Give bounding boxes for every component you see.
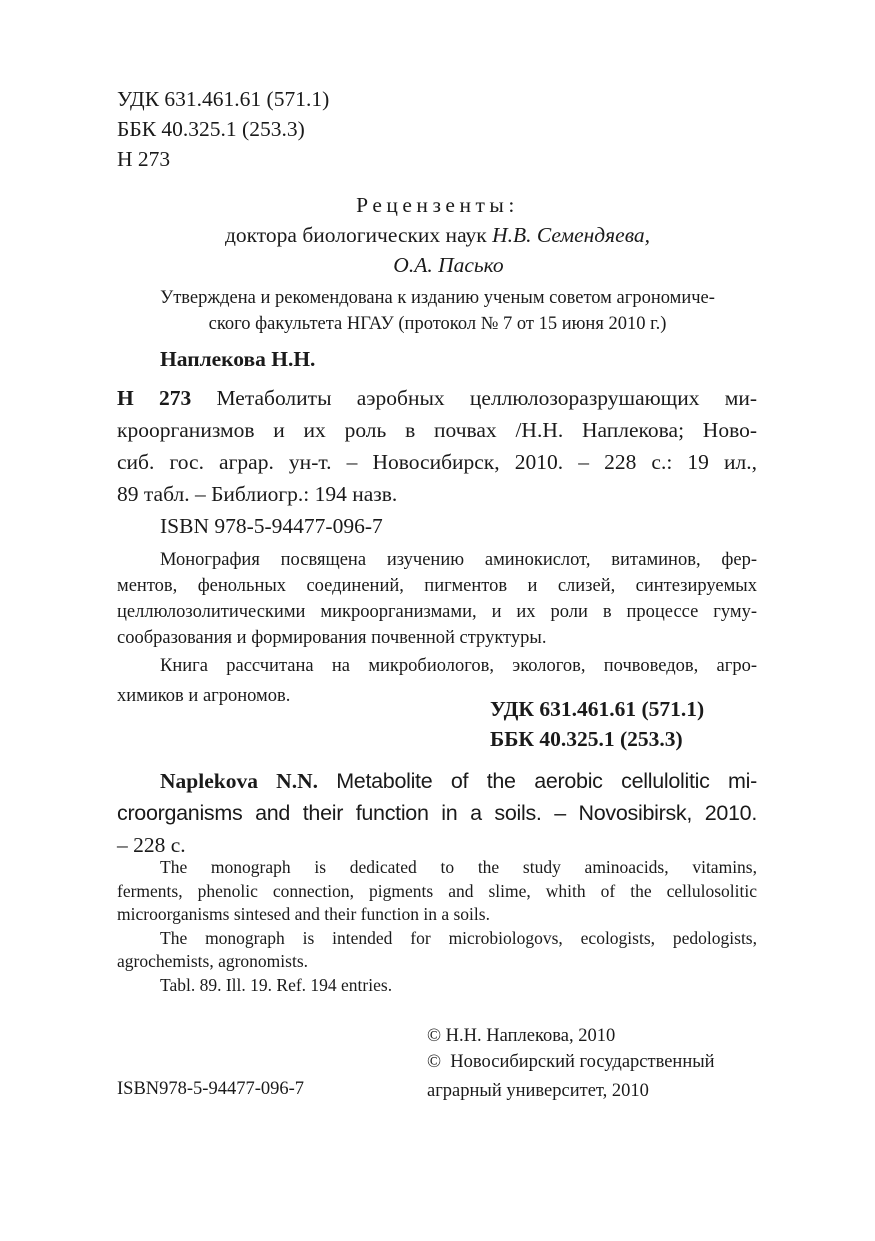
bib-en-author: Naplekova N.N. <box>160 769 318 793</box>
annot-ru-p1-l3: целлюлозолитическими микроорганизмами, и их роли в процессе гуму- <box>117 602 757 622</box>
annot-en-p1-l2: ferments, phenolic connection, pigments and slime, whith of the cellulosolitic <box>117 880 757 901</box>
copyright-university-line-2: аграрный университет, 2010 <box>427 1081 649 1101</box>
reviewer-2: О.А. Пасько <box>393 253 504 277</box>
bbk-code-bold: ББК 40.325.1 (253.3) <box>490 727 683 751</box>
annot-en-p3: Tabl. 89. Ill. 19. Ref. 194 entries. <box>160 974 393 995</box>
reviewers-line-1 <box>0 219 875 251</box>
annot-en-p2-l1: The monograph is intended for microbiologovs, ecologists, pedologists, <box>160 927 757 948</box>
bib-ru-line-1-text: Метаболиты аэробных целлюлозоразрушающих ми- <box>216 386 757 410</box>
copyright-university-line-1: © Новосибирский государственный <box>427 1052 715 1072</box>
reviewer-1: Н.В. Семендяева, <box>492 223 651 247</box>
bib-ru-line-1 <box>117 382 757 414</box>
copyright-author: © Н.Н. Наплекова, 2010 <box>427 1026 616 1046</box>
bib-ru-line-3: сиб. гос. аграр. ун-т. – Новосибирск, 2010. – 228 с.: 19 ил., <box>117 450 757 474</box>
annot-ru-p1-l1: Монография посвящена изучению аминокислот, витаминов, фер- <box>160 550 757 570</box>
annotation-en <box>117 856 757 997</box>
bib-ru-line-2: кроорганизмов и их роль в почвах /Н.Н. Наплекова; Ново- <box>117 418 757 442</box>
udk-code-bold: УДК 631.461.61 (571.1) <box>490 697 705 721</box>
bib-ru-mark: Н 273 <box>117 386 192 410</box>
author-mark-code: Н 273 <box>117 147 171 171</box>
bbk-code: ББК 40.325.1 (253.3) <box>117 117 305 141</box>
author-name: Наплекова Н.Н. <box>160 347 316 371</box>
isbn-footer: ISBN978-5-94477-096-7 <box>117 1079 305 1099</box>
annot-ru-p2-l1: Книга рассчитана на микробиологов, экологов, почвоведов, агро- <box>160 656 757 676</box>
annot-en-p1-l3: microorganisms sintesed and their function in a soils. <box>117 904 490 924</box>
bib-entry-ru <box>117 382 757 510</box>
annotation-ru <box>117 547 757 709</box>
bib-entry-en <box>117 765 757 861</box>
annot-ru-p1-l2: ментов, фенольных соединений, пигментов и слизей, синтезируемых <box>117 576 757 596</box>
reviewers-heading: Рецензенты: <box>356 193 519 217</box>
annot-en-p2-l2: agrochemists, agronomists. <box>117 951 309 971</box>
udk-code: УДК 631.461.61 (571.1) <box>117 87 330 111</box>
bib-en-line-3: – 228 c. <box>117 833 186 857</box>
bib-en-line-2: croorganisms and their function in a soils. – Novosibirsk, 2010. <box>117 801 757 825</box>
annot-ru-p2-l2: химиков и агрономов. <box>117 686 291 706</box>
isbn-main: ISBN 978-5-94477-096-7 <box>160 514 383 538</box>
bib-ru-line-4: 89 табл. – Библиогр.: 194 назв. <box>117 482 398 506</box>
bib-en-line-1-text: Metabolite of the aerobic cellulolitic mi- <box>336 769 757 793</box>
bib-en-line-1 <box>117 765 757 797</box>
approval-line-2: ского факультета НГАУ (протокол № 7 от 15 июня 2010 г.) <box>208 314 667 334</box>
annot-ru-p1-l4: сообразования и формирования почвенной структуры. <box>117 628 547 648</box>
annot-en-p1-l1: The monograph is dedicated to the study aminoacids, vitamins, <box>160 857 757 877</box>
approval-line-1: Утверждена и рекомендована к изданию ученым советом агрономиче- <box>160 288 715 308</box>
reviewers-degree: доктора биологических наук <box>224 223 487 247</box>
